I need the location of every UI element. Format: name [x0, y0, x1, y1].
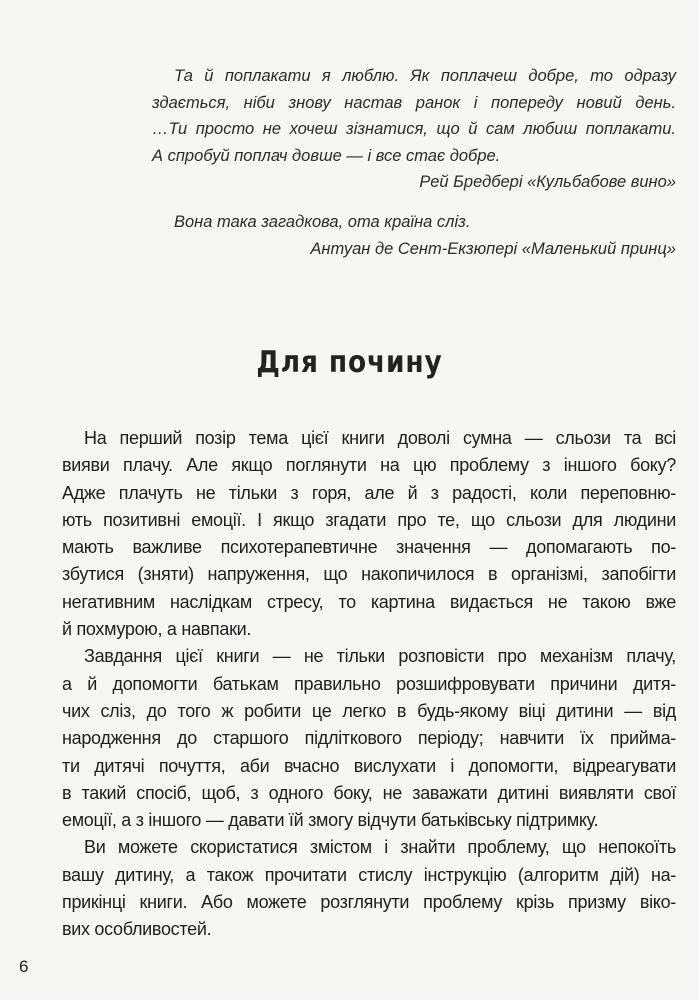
epigraph-bradbury [152, 63, 676, 196]
paragraph-line: прикінці книги. Або можете розглянути проблему крізь призму віко- [62, 892, 676, 913]
paragraph-line: ти дитячі почуття, аби вчасно вислухати і допомогти, відреагувати [62, 755, 676, 776]
paragraph-line: а й допомогти батькам правильно розшифровувати причини дитя- [62, 673, 676, 694]
paragraph-line: вих особливостей. [62, 919, 212, 940]
paragraph-line: народження до старшого підліткового періоду; навчити їх прийма- [62, 728, 676, 749]
epigraph-line: Та й поплакати я люблю. Як поплачеш добре, то одразу [174, 67, 676, 85]
epigraph-line: А спробуй поплач довше — і все стає добре. [152, 146, 501, 165]
paragraph-line: вияви плачу. Але якщо поглянути на цю проблему з іншого боку? [62, 455, 676, 476]
chapter-title: Для почину [256, 345, 443, 380]
epigraph-line: …Ти просто не хочеш зізнатися, що й сам любиш поплакати. [152, 120, 676, 138]
epigraph-source: Антуан де Сент-Екзюпері «Маленький принц» [310, 239, 676, 258]
paragraph-line: й похмурою, а навпаки. [62, 619, 252, 640]
epigraph-line: Вона така загадкова, ота країна сліз. [174, 213, 471, 231]
paragraph-line: мають важливе психотерапевтичне значення — допомагають по- [62, 537, 676, 558]
paragraph-line: Ви можете скористатися змістом і знайти проблему, що непокоїть [84, 837, 676, 858]
paragraph-line: емоції, а з іншого — давати їй змогу відчути батьківську підтримку. [62, 810, 599, 831]
paragraph-line: вашу дитину, а також прочитати стислу інструкцію (алгоритм дій) на- [62, 864, 676, 885]
paragraph-line: негативним наслідкам стресу, то картина видається не такою вже [62, 591, 676, 612]
epigraph-source: Рей Бредбері «Кульбабове вино» [419, 173, 676, 191]
paragraph-line: ють позитивні емоції. І якщо згадати про те, що сльози для людини [62, 509, 676, 530]
paragraph-line: в такий спосіб, щоб, з одного боку, не заважати дитині виявляти свої [62, 782, 676, 803]
paragraph-line: збутися (зняти) напруження, що накопичилося в організмі, запобігти [62, 564, 676, 585]
page-number: 6 [19, 957, 29, 976]
paragraph-line: чих сліз, до того ж робити це легко в будь-якому віці дитини — від [62, 700, 676, 721]
epigraph-line: здається, ніби знову настав ранок і попереду новий день. [152, 93, 676, 112]
paragraph-line: На перший позір тема цієї книги доволі сумна — сльози та всі [84, 428, 676, 448]
body-text [62, 425, 676, 944]
paragraph-line: Адже плачуть не тільки з горя, але й з радості, коли переповню- [62, 482, 676, 503]
epigraph-exupery [152, 209, 676, 262]
paragraph-line: Завдання цієї книги — не тільки розповісти про механізм плачу, [84, 646, 676, 667]
